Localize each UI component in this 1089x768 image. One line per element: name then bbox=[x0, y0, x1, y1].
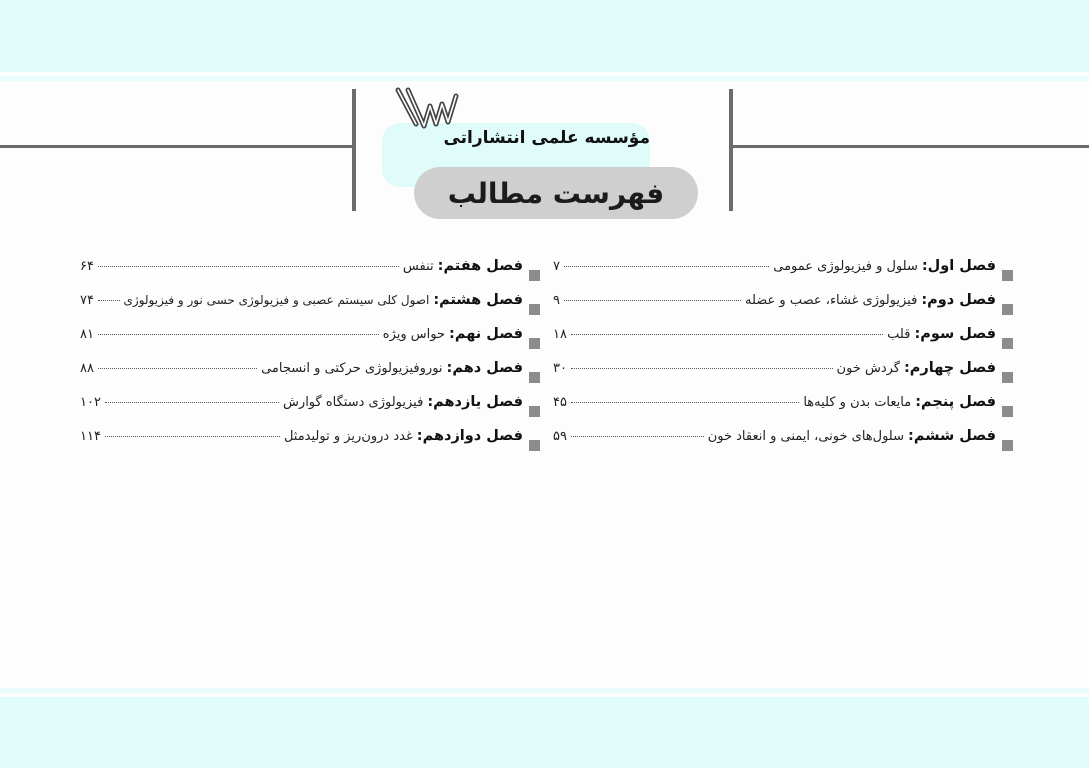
chapter-label: فصل دوم bbox=[927, 292, 996, 308]
dot-leader bbox=[98, 266, 399, 267]
square-bullet-icon bbox=[1002, 372, 1013, 383]
square-bullet-icon bbox=[529, 440, 540, 451]
chapter-topic: اصول کلی سیستم عصبی و فیزیولوژی حسی نور و فیزیولوژی bbox=[123, 293, 430, 307]
square-bullet-icon bbox=[529, 406, 540, 417]
dot-leader bbox=[571, 334, 883, 335]
bottom-band-stripe bbox=[0, 688, 1089, 693]
chapter-topic: قلب bbox=[887, 327, 911, 342]
chapter-label: فصل اول bbox=[927, 258, 996, 274]
dot-leader bbox=[98, 300, 120, 301]
square-bullet-icon bbox=[529, 338, 540, 349]
page-number: ۱۸ bbox=[553, 327, 567, 342]
chapter-topic: سلول و فیزیولوژی عمومی bbox=[773, 259, 918, 274]
toc-left-column bbox=[80, 258, 540, 462]
top-band-stripe bbox=[0, 76, 1089, 81]
toc-entry[interactable]: فصل دهم : نوروفیزیولوژی حرکتی و انسجامی ۸۸ bbox=[80, 360, 540, 394]
chapter-topic: فیزیولوژی دستگاه گوارش bbox=[283, 395, 424, 410]
toc-entry[interactable]: فصل هشتم : اصول کلی سیستم عصبی و فیزیولوژی حسی نور و فیزیولوژی ۷۴ bbox=[80, 292, 540, 326]
chapter-label: فصل هشتم bbox=[439, 292, 523, 308]
page-number: ۴۵ bbox=[553, 395, 567, 410]
square-bullet-icon bbox=[1002, 304, 1013, 315]
toc-right-column bbox=[553, 258, 1013, 462]
square-bullet-icon bbox=[1002, 338, 1013, 349]
page-number: ۹ bbox=[553, 293, 560, 308]
toc-entry[interactable]: فصل ششم : سلول‌های خونی، ایمنی و انعقاد خون ۵۹ bbox=[553, 428, 1013, 462]
chapter-topic: حواس ویژه bbox=[382, 327, 446, 342]
square-bullet-icon bbox=[529, 304, 540, 315]
chapter-label: فصل پنجم bbox=[921, 394, 996, 410]
left-vertical-rule bbox=[352, 89, 356, 211]
toc-entry[interactable]: فصل دوم : فیزیولوژی غشاء، عصب و عضله ۹ bbox=[553, 292, 1013, 326]
page-number: ۶۴ bbox=[80, 259, 94, 274]
page-number: ۷۴ bbox=[80, 293, 94, 308]
page-number: ۸۱ bbox=[80, 327, 94, 342]
dot-leader bbox=[105, 402, 279, 403]
dot-leader bbox=[564, 300, 741, 301]
dot-leader bbox=[571, 436, 704, 437]
chapter-topic: تنفس bbox=[402, 259, 434, 274]
page-number: ۱۱۴ bbox=[80, 429, 101, 444]
toc-entry[interactable]: فصل هفتم : تنفس ۶۴ bbox=[80, 258, 540, 292]
square-bullet-icon bbox=[1002, 270, 1013, 281]
page-number: ۷ bbox=[553, 259, 560, 274]
toc-entry[interactable]: فصل یازدهم : فیزیولوژی دستگاه گوارش ۱۰۲ bbox=[80, 394, 540, 428]
chapter-label: فصل یازدهم bbox=[433, 394, 523, 410]
page-number: ۸۸ bbox=[80, 361, 94, 376]
chapter-topic: گردش خون bbox=[836, 361, 900, 376]
page-title-pill bbox=[414, 167, 698, 219]
toc-entry[interactable]: فصل دوازدهم : غدد درون‌ریز و تولیدمثل ۱۱۴ bbox=[80, 428, 540, 462]
institute-name: مؤسسه علمی انتشاراتی bbox=[443, 128, 650, 148]
chapter-topic: سلول‌های خونی، ایمنی و انعقاد خون bbox=[707, 429, 905, 444]
toc-entry[interactable]: فصل سوم : قلب ۱۸ bbox=[553, 326, 1013, 360]
page-number: ۵۹ bbox=[553, 429, 567, 444]
dot-leader bbox=[571, 368, 833, 369]
top-band bbox=[0, 0, 1089, 72]
chapter-label: فصل نهم bbox=[454, 326, 523, 342]
dot-leader bbox=[98, 334, 379, 335]
dot-leader bbox=[98, 368, 257, 369]
chapter-label: فصل هفتم bbox=[443, 258, 523, 274]
toc-entry[interactable]: فصل نهم : حواس ویژه ۸۱ bbox=[80, 326, 540, 360]
chapter-topic: مایعات بدن و کلیه‌ها bbox=[803, 395, 912, 410]
chapter-label: فصل ششم bbox=[913, 428, 996, 444]
dot-leader bbox=[105, 436, 280, 437]
square-bullet-icon bbox=[529, 270, 540, 281]
toc-entry[interactable]: فصل چهارم : گردش خون ۳۰ bbox=[553, 360, 1013, 394]
right-horizontal-rule bbox=[731, 145, 1089, 148]
chapter-label: فصل دوازدهم bbox=[422, 428, 523, 444]
chapter-label: فصل سوم bbox=[920, 326, 996, 342]
square-bullet-icon bbox=[529, 372, 540, 383]
toc-entry[interactable]: فصل پنجم : مایعات بدن و کلیه‌ها ۴۵ bbox=[553, 394, 1013, 428]
square-bullet-icon bbox=[1002, 440, 1013, 451]
chapter-topic: فیزیولوژی غشاء، عصب و عضله bbox=[744, 293, 918, 308]
chapter-label: فصل دهم bbox=[452, 360, 523, 376]
chapter-topic: نوروفیزیولوژی حرکتی و انسجامی bbox=[261, 361, 443, 376]
toc-entry[interactable]: فصل اول : سلول و فیزیولوژی عمومی ۷ bbox=[553, 258, 1013, 292]
right-vertical-rule bbox=[729, 89, 733, 211]
page-title: فهرست مطالب bbox=[447, 176, 665, 210]
page-number: ۳۰ bbox=[553, 361, 567, 376]
chapter-label: فصل چهارم bbox=[909, 360, 996, 376]
chapter-topic: غدد درون‌ریز و تولیدمثل bbox=[283, 429, 413, 444]
dot-leader bbox=[571, 402, 799, 403]
bottom-band bbox=[0, 697, 1089, 768]
page-number: ۱۰۲ bbox=[80, 395, 101, 410]
left-horizontal-rule bbox=[0, 145, 355, 148]
square-bullet-icon bbox=[1002, 406, 1013, 417]
dot-leader bbox=[564, 266, 769, 267]
